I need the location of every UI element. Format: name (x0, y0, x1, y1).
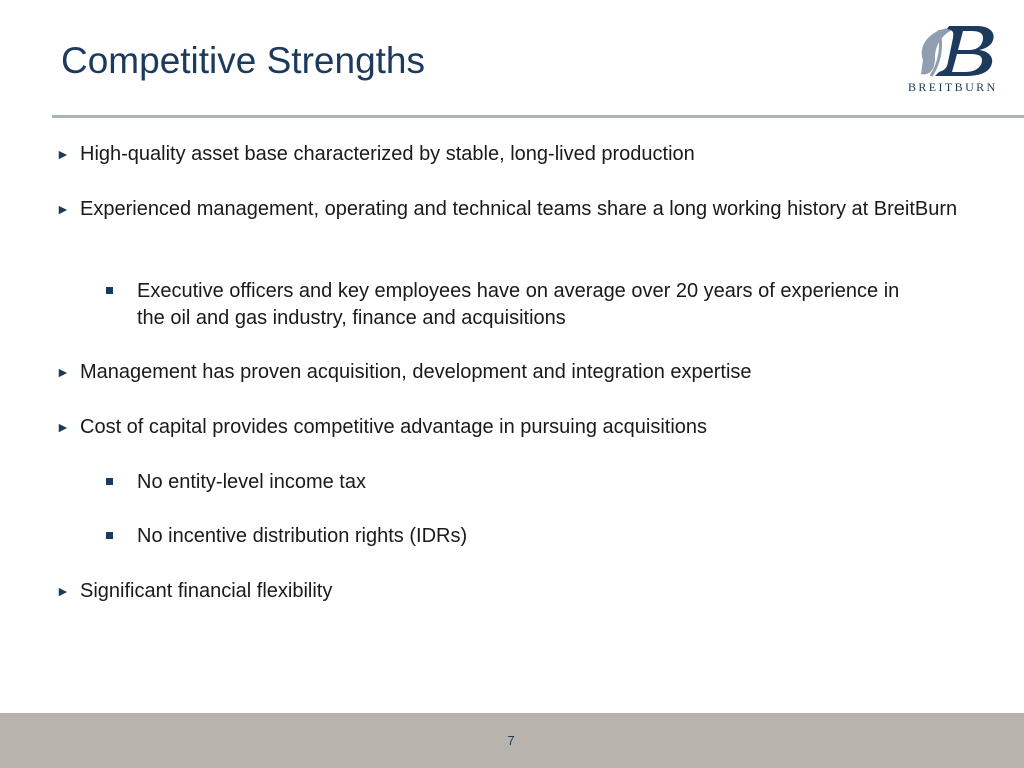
bullet-item (56, 196, 986, 223)
bullet-item (56, 359, 986, 386)
square-icon (106, 532, 113, 539)
slide-title: Competitive Strengths (61, 40, 426, 81)
bullet-text: Significant financial flexibility (80, 580, 333, 602)
company-logo (905, 20, 1015, 100)
triangle-right-icon: ► (56, 201, 70, 217)
footer-bar (0, 713, 1024, 768)
title-divider (52, 115, 1024, 118)
triangle-right-icon: ► (56, 364, 70, 380)
bullet-item (56, 578, 986, 605)
triangle-right-icon: ► (56, 419, 70, 435)
page-number: 7 (507, 733, 515, 748)
breitburn-logo-icon (905, 20, 1015, 82)
bullet-item (56, 414, 986, 441)
triangle-right-icon: ► (56, 583, 70, 599)
logo-wordmark: BREITBURN (908, 80, 998, 94)
sub-bullet-item (104, 278, 904, 332)
bullet-text: High-quality asset base characterized by stable, long-lived production (80, 143, 695, 165)
square-icon (106, 478, 113, 485)
sub-bullet-text: No entity-level income tax (137, 471, 366, 493)
sub-bullet-item (104, 469, 904, 496)
sub-bullet-text: No incentive distribution rights (IDRs) (137, 525, 468, 547)
bullet-item (56, 141, 986, 168)
sub-bullet-text: Executive officers and key employees have on average over 20 years of experience in the oil and gas industry, finance and acquisitions (137, 280, 900, 329)
sub-bullet-item (104, 523, 904, 550)
bullet-text: Cost of capital provides competitive advantage in pursuing acquisitions (80, 416, 708, 438)
bullet-text: Management has proven acquisition, development and integration expertise (80, 361, 752, 383)
bullet-text: Experienced management, operating and technical teams share a long working history at BreitBurn (80, 198, 958, 220)
square-icon (106, 287, 113, 294)
triangle-right-icon: ► (56, 146, 70, 162)
